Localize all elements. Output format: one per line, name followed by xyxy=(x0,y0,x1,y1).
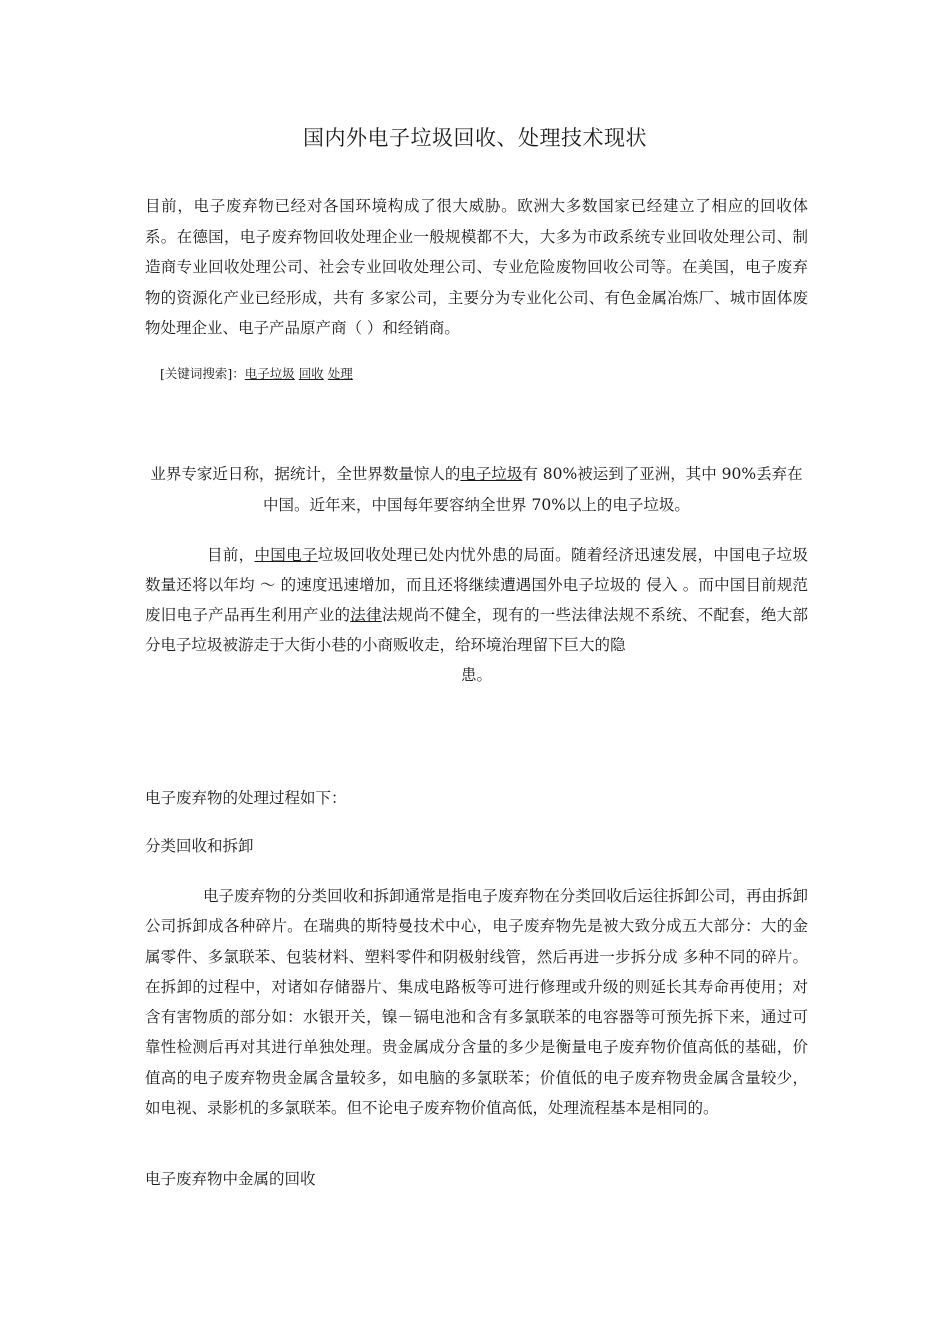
china-electronics-link[interactable]: 中国电子 xyxy=(254,546,318,564)
keyword-search xyxy=(160,364,357,382)
china-text-start: 目前， xyxy=(207,546,255,564)
e-waste-link[interactable]: 电子垃圾 xyxy=(460,465,523,483)
law-link[interactable]: 法律 xyxy=(350,606,382,624)
china-text-last-line: 患。 xyxy=(460,666,492,684)
stats-paragraph xyxy=(145,459,808,521)
keyword-label: [关键词搜索]： xyxy=(160,366,245,381)
china-text-middle: 垃圾回收处理已处内忧外患的局面。随着经济迅速发展，中国电子垃圾数量还将以年均 ～ 的速度迅速增加，而且还将继续遭遇国外电子垃圾的 侵入 。而中国目前规范废旧电子产品再生利用产业的 xyxy=(145,546,808,624)
section-heading-metal-recovery: 电子废弃物中金属的回收 xyxy=(145,1170,316,1188)
sorting-paragraph: 电子废弃物的分类回收和拆卸通常是指电子废弃物在分类回收后运往拆卸公司，再由拆卸公司拆卸成各种碎片。在瑞典的斯特曼技术中心，电子废弃物先是被大致分成五大部分：大的金属零件、多氯联苯、包装材料、塑料零件和阴极射线管，然后再进一步拆分成 多种不同的碎片。在拆卸的过程中，对诸如存储器片、集成电路板等可进行修理或升级的则延长其寿命再使用；对含有害物质的部分如：水银开关，镍－镉电池和含有多氯联苯的电容器等可预先拆下来，通过可靠性检测后再对其进行单独处理。贵金属成分含量的多少是衡量电子废弃物价值高低的基础，价值高的电子废弃物贵金属含量较多，如电脑的多氯联苯；价值低的电子废弃物贵金属含量较少，如电视、录影机的多氯联苯。但不论电子废弃物价值高低，处理流程基本是相同的。 xyxy=(145,887,808,1118)
china-paragraph xyxy=(145,540,808,690)
stats-text-start: 业界专家近日称，据统计，全世界数量惊人的 xyxy=(150,465,461,483)
keyword-link-recycling[interactable]: 回收 xyxy=(298,366,324,381)
section-heading-sorting: 分类回收和拆卸 xyxy=(145,837,254,855)
process-heading: 电子废弃物的处理过程如下： xyxy=(145,789,347,807)
document-title: 国内外电子垃圾回收、处理技术现状 xyxy=(303,126,647,150)
keyword-link-electronic-waste[interactable]: 电子垃圾 xyxy=(244,366,295,381)
stats-text-end: 有 80%被运到了亚洲，其中 90%丢弃在中国。近年来，中国每年要容纳全世界 70%以上的电子垃圾。 xyxy=(263,465,803,514)
keyword-link-processing[interactable]: 处理 xyxy=(327,366,353,381)
china-text-end: 法规尚不健全，现有的一些法律法规不系统、不配套，绝大部分电子垃圾被游走于大街小巷的小商贩收走，给环境治理留下巨大的隐 xyxy=(145,606,808,654)
intro-paragraph: 目前，电子废弃物已经对各国环境构成了很大威胁。欧洲大多数国家已经建立了相应的回收体系。在德国，电子废弃物回收处理企业一般规模都不大，大多为市政系统专业回收处理公司、制造商专业回收处理公司、社会专业回收处理公司、专业危险废物回收公司等。在美国，电子废弃物的资源化产业已经形成，共有 多家公司，主要分为专业化公司、有色金属冶炼厂、城市固体废物处理企业、电子产品原产商（ ）和经销商。 xyxy=(145,197,808,337)
